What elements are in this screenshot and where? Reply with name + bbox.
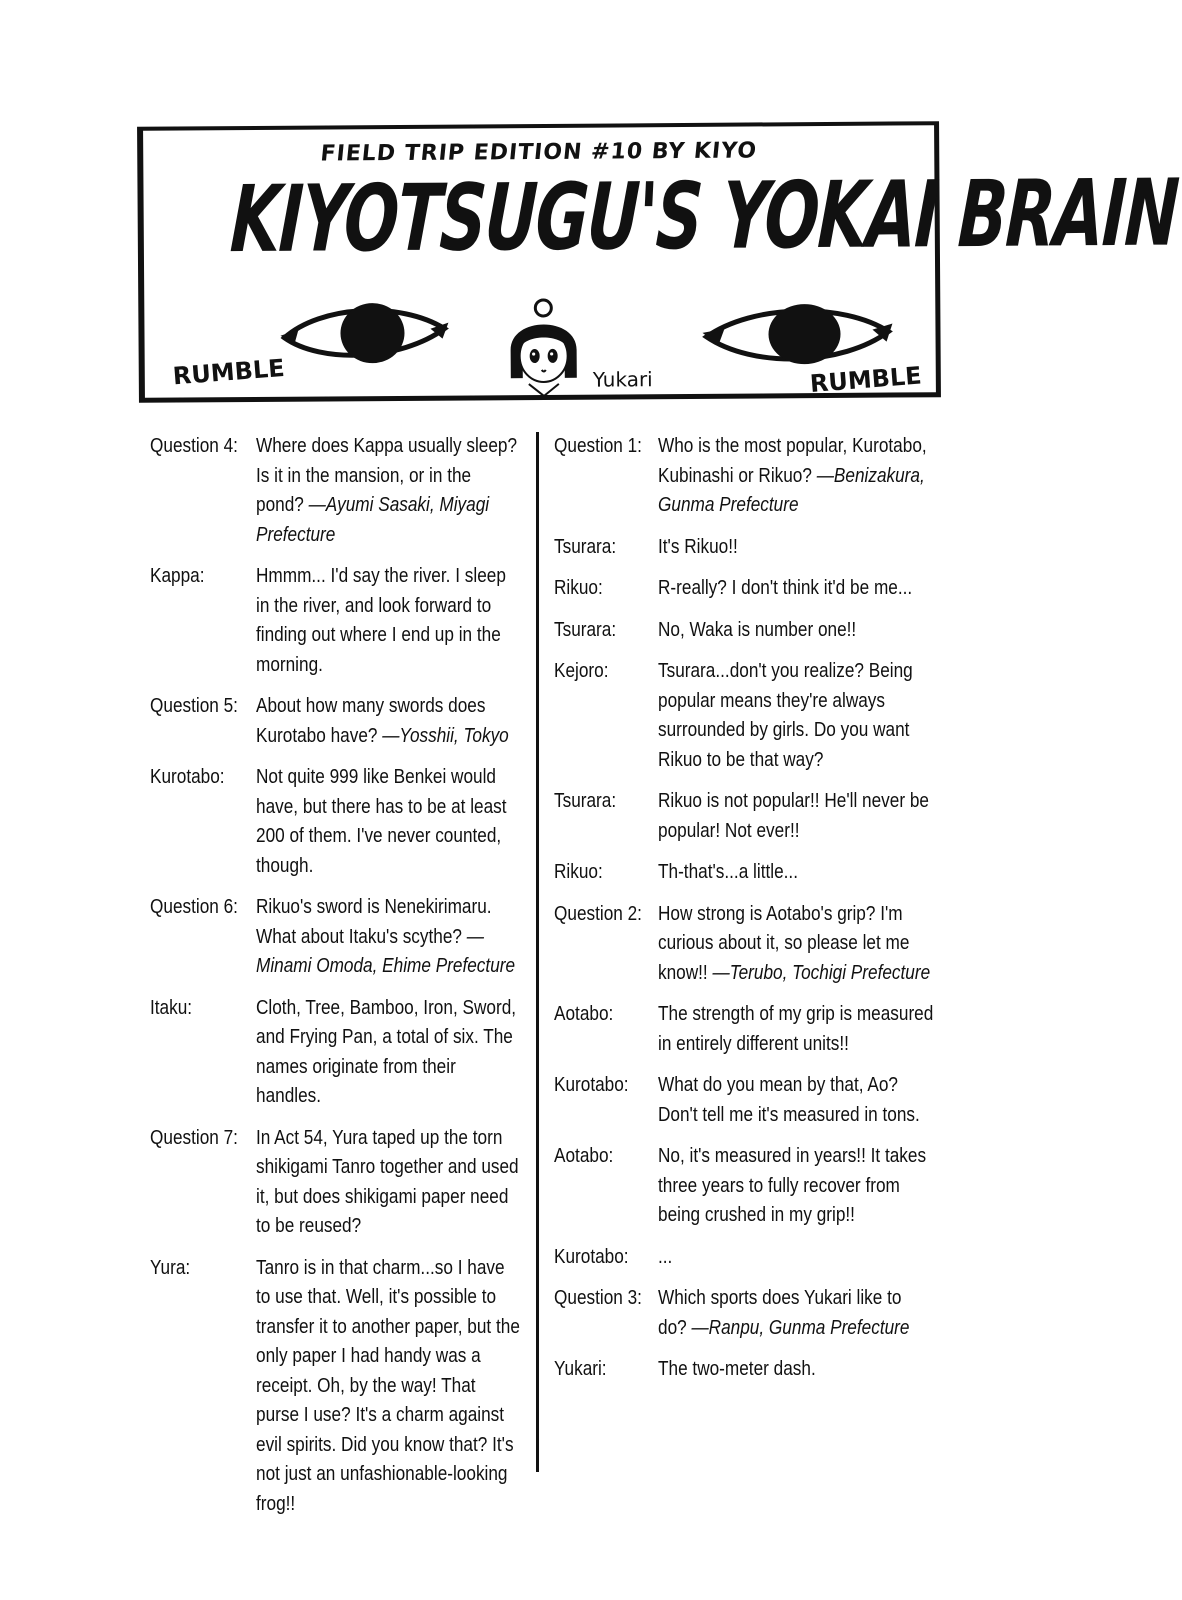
entry-text: What do you mean by that, Ao? Don't tell me it's measured in tons. — [658, 1074, 920, 1126]
speaker-label: Aotabo: — [554, 1145, 614, 1167]
qa-entry — [554, 432, 934, 521]
entry-text: Not quite 999 like Benkei would have, but there has to be at least 200 of them. I've never counted, though. — [256, 766, 507, 877]
edition-heading: FIELD TRIP EDITION #10 BY KIYO — [319, 138, 759, 167]
yukari-illustration — [502, 298, 585, 399]
qa-entry — [554, 1243, 934, 1273]
speaker-label: Question 1: — [554, 435, 642, 457]
qa-entry — [554, 574, 934, 604]
qa-entry — [554, 858, 934, 888]
qa-entry — [150, 994, 522, 1112]
entry-text: Which sports does Yukari like to do? — [658, 1287, 902, 1339]
speaker-label: Kurotabo: — [554, 1245, 629, 1268]
qa-entry — [150, 893, 522, 982]
entry-text: No, it's measured in years!! It takes three years to fully recover from being crushed in my grip!! — [658, 1145, 927, 1226]
reader-credit: —Benizakura, Gunma Prefecture — [658, 464, 925, 516]
speaker-label: Tsurara: — [554, 790, 617, 812]
qa-entry — [554, 533, 934, 563]
entry-text: Rikuo is not popular!! He'll never be popular! Not ever!! — [658, 790, 929, 842]
qa-entry — [554, 787, 934, 846]
entry-text: Rikuo's sword is Nenekirimaru. What about Itaku's scythe? — [256, 896, 492, 948]
entry-text: In Act 54, Yura taped up the torn shikigami Tanro together and used it, but does shikigami paper need to be reused? — [256, 1126, 519, 1237]
speaker-label: Question 6: — [150, 896, 238, 918]
qa-entry — [554, 1355, 934, 1385]
speaker-label: Question 5: — [150, 695, 238, 717]
left-eye-illustration — [280, 299, 450, 370]
entry-text: The strength of my grip is measured in entirely different units!! — [658, 1003, 934, 1055]
speaker-label: Kejoro: — [554, 660, 609, 682]
qa-entry — [554, 616, 934, 646]
rumble-sound-effect-right: RUMBLE — [809, 361, 923, 398]
right-eye-illustration — [702, 302, 892, 375]
entry-text: Who is the most popular, Kurotabo, Kubinashi or Rikuo? — [658, 435, 927, 487]
qa-entry — [554, 900, 934, 989]
qa-entry — [554, 1142, 934, 1231]
rumble-sound-effect-left: RUMBLE — [171, 353, 286, 391]
entry-text: The two-meter dash. — [658, 1358, 816, 1380]
reader-credit: —Terubo, Tochigi Prefecture — [712, 961, 931, 984]
entry-text: R-really? I don't think it'd be me... — [658, 577, 913, 599]
entry-text: About how many swords does Kurotabo have? — [256, 695, 486, 747]
entry-text: How strong is Aotabo's grip? I'm curious about it, so please let me know!! — [658, 902, 910, 984]
speaker-label: Aotabo: — [554, 1003, 614, 1025]
reader-credit: —Yosshii, Tokyo — [382, 724, 509, 747]
entry-text: ... — [658, 1245, 673, 1268]
qa-entry — [150, 1124, 522, 1242]
qa-entry — [150, 692, 522, 751]
speaker-label: Rikuo: — [554, 577, 603, 599]
speaker-label: Itaku: — [150, 996, 193, 1019]
speaker-label: Question 3: — [554, 1287, 642, 1309]
entry-text: Th-that's...a little... — [658, 861, 798, 883]
speaker-label: Kappa: — [150, 565, 205, 587]
reader-credit: —Ranpu, Gunma Prefecture — [691, 1316, 910, 1339]
qa-entry — [554, 657, 934, 775]
title-banner — [137, 121, 1180, 403]
speaker-label: Question 7: — [150, 1126, 238, 1149]
speaker-label: Rikuo: — [554, 861, 603, 883]
speaker-label: Kurotabo: — [554, 1074, 629, 1096]
left-column — [150, 432, 522, 1531]
entry-text: Where does Kappa usually sleep? Is it in the mansion, or in the pond? — [256, 435, 518, 516]
qa-entry — [554, 1071, 934, 1130]
qa-entry — [554, 1284, 934, 1343]
qa-entry — [150, 562, 522, 680]
column-divider — [536, 432, 539, 1472]
page-title: KIYOTSUGU'S YOKAI BRAIN — [228, 159, 1180, 274]
qa-entry — [150, 1254, 522, 1520]
qa-entry — [554, 1000, 934, 1059]
entry-text: Tanro is in that charm...so I have to use that. Well, it's possible to transfer it to another paper, but the only paper I had handy was a receipt. Oh, by the way! That purse I use? It's a charm against evil spirits. Did you know that? It's not just an unfashionable-looking frog!! — [256, 1256, 520, 1515]
speaker-label: Question 2: — [554, 902, 642, 925]
entry-text: It's Rikuo!! — [658, 535, 738, 558]
speaker-label: Kurotabo: — [150, 766, 225, 788]
speaker-label: Yukari: — [554, 1358, 607, 1380]
entry-text: No, Waka is number one!! — [658, 618, 857, 641]
entry-text: Hmmm... I'd say the river. I sleep in the river, and look forward to finding out where I end up in the morning. — [256, 565, 506, 676]
right-column — [554, 432, 934, 1397]
entry-text: Tsurara...don't you realize? Being popular means they're always surrounded by girls. Do you want Rikuo to be that way? — [658, 660, 913, 771]
speaker-label: Question 4: — [150, 435, 238, 457]
reader-credit: —Ayumi Sasaki, Miyagi Prefecture — [256, 494, 490, 546]
speaker-label: Tsurara: — [554, 618, 617, 641]
reader-credit: —Minami Omoda, Ehime Prefecture — [256, 925, 516, 977]
entry-text: Cloth, Tree, Bamboo, Iron, Sword, and Frying Pan, a total of six. The names originate from their handles. — [256, 996, 517, 1107]
speaker-label: Yura: — [150, 1256, 191, 1279]
speaker-label: Tsurara: — [554, 535, 617, 558]
qa-entry — [150, 763, 522, 881]
character-label: Yukari — [592, 367, 653, 392]
qa-entry — [150, 432, 522, 550]
